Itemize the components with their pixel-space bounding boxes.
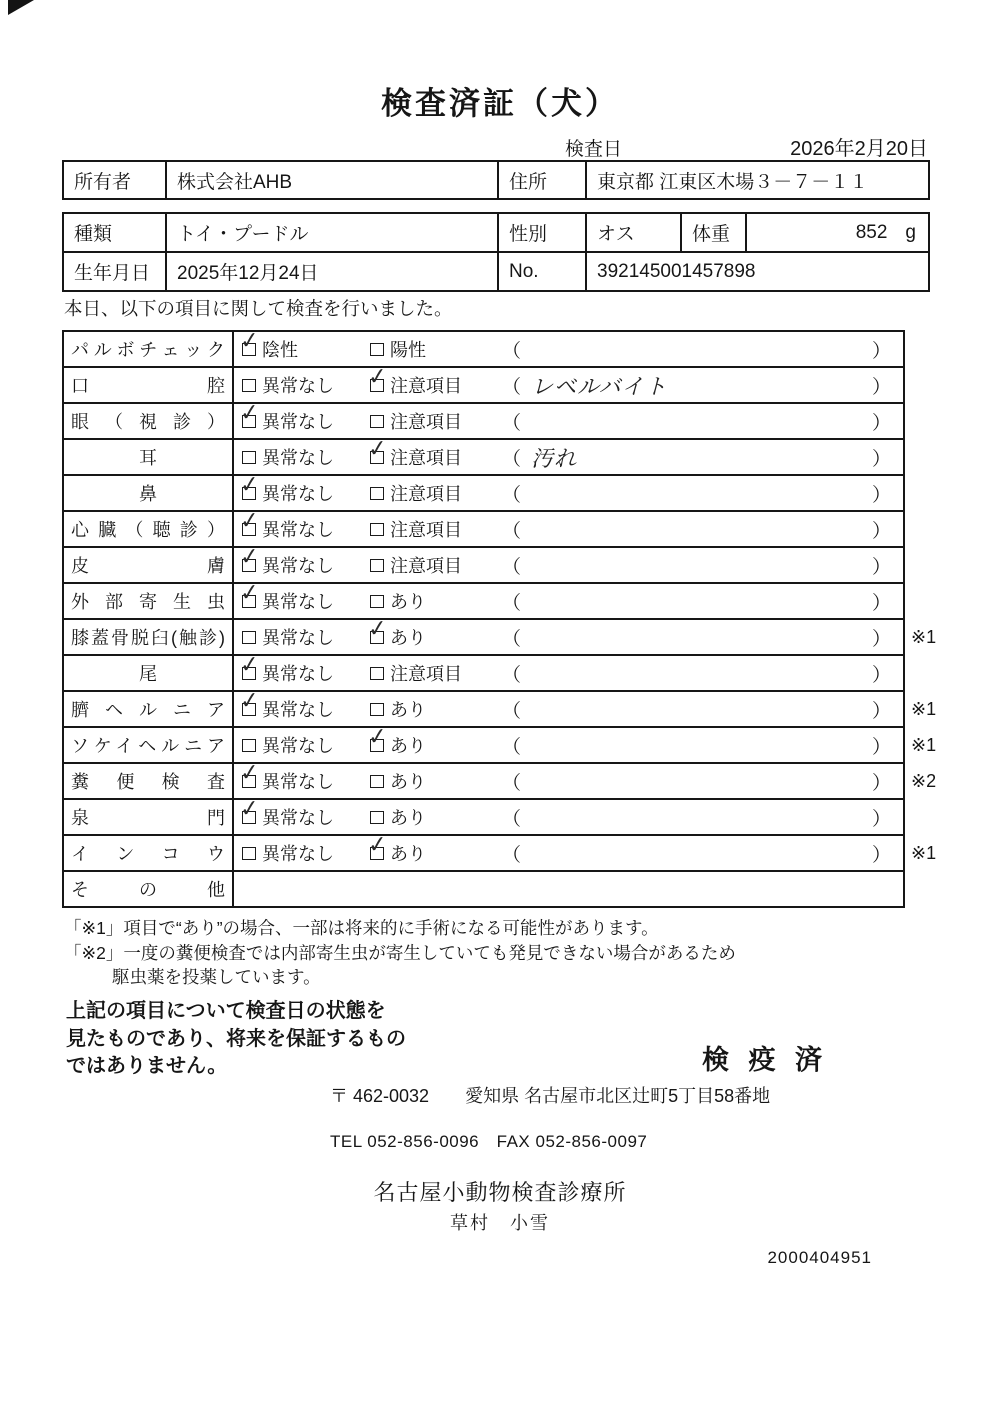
checkbox-icon[interactable] — [242, 631, 256, 644]
option-1 — [242, 408, 370, 434]
option-1 — [242, 516, 370, 542]
open-paren: （ — [502, 844, 522, 866]
checkbox-icon[interactable] — [242, 739, 256, 752]
option-2 — [370, 840, 502, 866]
close-paren: ） — [871, 628, 891, 650]
checkbox-icon[interactable] — [242, 847, 256, 860]
close-paren: ） — [871, 376, 891, 398]
row-item-cell — [64, 332, 234, 366]
inspection-row — [64, 764, 937, 800]
inspection-row — [64, 872, 903, 906]
option-2 — [370, 660, 502, 686]
note-area — [502, 440, 903, 474]
no-value: 392145001457898 — [597, 260, 756, 282]
note-area — [502, 476, 903, 510]
row-item-cell — [64, 836, 234, 870]
serial-number: 2000404951 — [767, 1248, 872, 1267]
note-area — [502, 584, 903, 618]
option-1-label: 異常なし — [262, 412, 334, 432]
option-2-label: 陽性 — [390, 340, 426, 360]
close-paren: ） — [871, 592, 891, 614]
open-paren: （ — [502, 592, 522, 614]
checkbox-icon[interactable] — [242, 595, 256, 608]
option-2 — [370, 336, 502, 362]
checkbox-icon[interactable] — [370, 379, 384, 392]
checkbox-icon[interactable] — [242, 451, 256, 464]
close-paren: ） — [871, 808, 891, 830]
note-area — [502, 512, 903, 546]
note-area — [502, 404, 903, 438]
row-item-cell — [64, 584, 234, 618]
row-item-label: ソケイヘルニア — [71, 736, 225, 756]
option-2 — [370, 696, 502, 722]
option-2-label: あり — [390, 592, 426, 612]
table-row — [64, 214, 928, 253]
close-paren: ） — [871, 520, 891, 542]
close-paren: ） — [871, 448, 891, 470]
row-footnote-mark: ※1 — [911, 698, 937, 719]
inspection-table — [62, 330, 937, 908]
checkbox-icon[interactable] — [370, 451, 384, 464]
inspection-row — [64, 836, 937, 872]
checkbox-icon[interactable] — [370, 559, 384, 572]
checkbox-icon[interactable] — [242, 775, 256, 788]
note-area — [502, 836, 903, 870]
option-2 — [370, 624, 502, 650]
option-1-label: 異常なし — [262, 736, 334, 756]
row-item-label: 口腔 — [71, 376, 225, 396]
inspection-row — [64, 332, 903, 368]
row-item-label: インコウ — [71, 844, 225, 864]
option-1-label: 異常なし — [262, 592, 334, 612]
open-paren: （ — [502, 484, 522, 506]
checkbox-icon[interactable] — [370, 631, 384, 644]
option-1-label: 異常なし — [262, 664, 334, 684]
option-2 — [370, 408, 502, 434]
row-item-label: 尾 — [139, 664, 157, 684]
close-paren: ） — [871, 556, 891, 578]
checkbox-icon[interactable] — [370, 523, 384, 536]
disclaimer — [66, 998, 406, 1081]
row-item-label: パルボチェック — [71, 340, 225, 360]
option-1 — [242, 768, 370, 794]
row-item-label: 心臓（聴診） — [71, 520, 225, 540]
quarantine-stamp: 検 疫 済 — [702, 1045, 829, 1075]
close-paren: ） — [871, 772, 891, 794]
option-2 — [370, 480, 502, 506]
open-paren: （ — [502, 556, 522, 578]
row-item-cell — [64, 368, 234, 402]
open-paren: （ — [502, 808, 522, 830]
option-2-label: あり — [390, 772, 426, 792]
address-label: 住所 — [499, 162, 587, 198]
checkbox-icon[interactable] — [370, 703, 384, 716]
option-1 — [242, 696, 370, 722]
footnote-2-line2: 駆虫薬を投薬しています。 — [112, 967, 321, 987]
option-2-label: 注意項目 — [390, 520, 462, 540]
handwritten-note: レベルバイト — [531, 373, 668, 399]
owner-table — [62, 160, 930, 200]
row-item-cell — [64, 512, 234, 546]
row-item-label: 皮膚 — [71, 556, 225, 576]
option-1-label: 異常なし — [262, 484, 334, 504]
row-footnote-mark: ※1 — [911, 734, 937, 755]
row-footnote-mark: ※1 — [911, 842, 937, 863]
option-2 — [370, 516, 502, 542]
inspection-row — [64, 512, 903, 548]
option-2-label: 注意項目 — [390, 412, 462, 432]
inspection-row — [64, 584, 903, 620]
row-item-label: 膝蓋骨脱臼(触診) — [71, 628, 225, 648]
no-label: No. — [499, 253, 587, 290]
option-1 — [242, 588, 370, 614]
weight-label: 体重 — [682, 214, 747, 251]
inspection-row — [64, 440, 903, 476]
option-2 — [370, 552, 502, 578]
inspection-row — [64, 368, 903, 404]
option-1 — [242, 552, 370, 578]
row-item-label: その他 — [71, 880, 225, 900]
option-1 — [242, 336, 370, 362]
checkbox-icon[interactable] — [242, 559, 256, 572]
row-item-cell — [64, 656, 234, 690]
row-item-label: 耳 — [139, 448, 157, 468]
open-paren: （ — [502, 376, 522, 398]
option-1 — [242, 624, 370, 650]
note-area — [502, 692, 903, 726]
option-1-label: 陰性 — [262, 340, 298, 360]
weight-value — [747, 214, 928, 251]
birthdate-label: 生年月日 — [64, 253, 167, 290]
row-footnote-mark: ※2 — [911, 770, 937, 791]
row-item-cell — [64, 548, 234, 582]
close-paren: ） — [871, 340, 891, 362]
checkbox-icon[interactable] — [242, 811, 256, 824]
scan-artifact — [8, 0, 34, 15]
note-area — [502, 548, 903, 582]
row-item-label: 鼻 — [139, 484, 157, 504]
option-2-label: 注意項目 — [390, 484, 462, 504]
row-item-label: 糞便検査 — [71, 772, 225, 792]
option-1 — [242, 840, 370, 866]
close-paren: ） — [871, 700, 891, 722]
checkbox-icon[interactable] — [370, 739, 384, 752]
open-paren: （ — [502, 340, 522, 362]
option-1-label: 異常なし — [262, 448, 334, 468]
checkbox-icon[interactable] — [370, 487, 384, 500]
option-2 — [370, 804, 502, 830]
row-item-label: 泉門 — [71, 808, 225, 828]
disclaimer-line1: 上記の項目について検査日の状態を — [66, 1000, 386, 1022]
checkbox-icon[interactable] — [370, 595, 384, 608]
row-item-cell — [64, 764, 234, 798]
page-title: 検査済証（犬） — [381, 86, 619, 121]
option-2 — [370, 768, 502, 794]
note-area — [502, 332, 903, 366]
option-2 — [370, 444, 502, 470]
checkbox-icon[interactable] — [242, 487, 256, 500]
row-footnote-mark: ※1 — [911, 626, 937, 647]
inspection-row — [64, 620, 937, 656]
birthdate-value: 2025年12月24日 — [167, 253, 499, 290]
note-area — [502, 800, 903, 834]
close-paren: ） — [871, 664, 891, 686]
checkbox-icon[interactable] — [242, 703, 256, 716]
inspection-row — [64, 800, 903, 836]
inspection-row — [64, 476, 903, 512]
inspection-row — [64, 692, 937, 728]
note-area — [502, 656, 903, 690]
row-item-cell — [64, 620, 234, 654]
checkbox-icon[interactable] — [242, 343, 256, 356]
open-paren: （ — [502, 412, 522, 434]
inspection-row — [64, 656, 903, 692]
clinic-tel-fax: TEL 052-856-0096 FAX 052-856-0097 — [330, 1132, 648, 1151]
option-2-label: 注意項目 — [390, 664, 462, 684]
inspection-date-value: 2026年2月20日 — [790, 138, 928, 160]
checkbox-icon[interactable] — [370, 667, 384, 680]
close-paren: ） — [871, 844, 891, 866]
close-paren: ） — [871, 736, 891, 758]
row-item-cell — [64, 728, 234, 762]
checkbox-icon[interactable] — [370, 847, 384, 860]
option-1-label: 異常なし — [262, 700, 334, 720]
option-2-label: 注意項目 — [390, 448, 462, 468]
handwritten-note: 汚れ — [531, 445, 578, 471]
option-1-label: 異常なし — [262, 844, 334, 864]
note-area — [502, 764, 903, 798]
owner-value: 株式会社AHB — [167, 162, 499, 198]
note-area — [502, 728, 903, 762]
row-item-cell — [64, 404, 234, 438]
checkbox-icon[interactable] — [242, 667, 256, 680]
option-2-label: あり — [390, 628, 426, 648]
option-1-label: 異常なし — [262, 556, 334, 576]
table-row — [64, 253, 928, 290]
open-paren: （ — [502, 520, 522, 542]
note-area — [502, 620, 903, 654]
owner-label: 所有者 — [64, 162, 167, 198]
breed-value: トイ・プードル — [167, 214, 499, 251]
option-2-label: あり — [390, 808, 426, 828]
open-paren: （ — [502, 700, 522, 722]
close-paren: ） — [871, 412, 891, 434]
sex-label: 性別 — [499, 214, 587, 251]
breed-label: 種類 — [64, 214, 167, 251]
weight-unit: g — [905, 221, 916, 243]
open-paren: （ — [502, 664, 522, 686]
row-item-label: 眼（視診） — [71, 412, 225, 432]
option-1 — [242, 372, 370, 398]
option-2 — [370, 588, 502, 614]
row-item-label: 外部寄生虫 — [71, 592, 225, 612]
row-item-cell — [64, 800, 234, 834]
weight-number: 852 — [855, 221, 888, 243]
option-2-label: あり — [390, 844, 426, 864]
option-1 — [242, 732, 370, 758]
inspection-row — [64, 404, 903, 440]
disclaimer-line3: ではありません。 — [66, 1055, 228, 1077]
inspection-date-label: 検査日 — [565, 139, 623, 160]
option-2-label: 注意項目 — [390, 556, 462, 576]
row-item-cell — [64, 476, 234, 510]
open-paren: （ — [502, 448, 522, 470]
option-1-label: 異常なし — [262, 628, 334, 648]
close-paren: ） — [871, 484, 891, 506]
address-value: 東京都 江東区木場３－７－１１ — [597, 171, 869, 193]
checkbox-icon[interactable] — [370, 343, 384, 356]
intro-text: 本日、以下の項目に関して検査を行いました。 — [64, 298, 453, 319]
footnote-1: 「※1」項目で“あり”の場合、一部は将来的に手術になる可能性があります。 — [64, 918, 659, 938]
option-1 — [242, 480, 370, 506]
open-paren: （ — [502, 772, 522, 794]
option-1 — [242, 444, 370, 470]
footnotes — [64, 916, 736, 990]
option-1-label: 異常なし — [262, 376, 334, 396]
disclaimer-line2: 見たものであり、将来を保証するもの — [66, 1027, 406, 1050]
row-item-cell — [64, 440, 234, 474]
row-item-cell — [64, 872, 234, 906]
note-area — [502, 368, 903, 402]
option-1 — [242, 804, 370, 830]
option-2-label: 注意項目 — [390, 376, 462, 396]
option-1-label: 異常なし — [262, 772, 334, 792]
checkbox-icon[interactable] — [370, 811, 384, 824]
option-1-label: 異常なし — [262, 520, 334, 540]
checkbox-icon[interactable] — [370, 415, 384, 428]
inspector-name: 草村 小雪 — [450, 1213, 550, 1233]
inspection-row — [64, 548, 903, 584]
open-paren: （ — [502, 736, 522, 758]
option-1-label: 異常なし — [262, 808, 334, 828]
option-2-label: あり — [390, 700, 426, 720]
pet-info-table — [62, 212, 930, 292]
checkbox-icon[interactable] — [242, 415, 256, 428]
inspection-row — [64, 728, 937, 764]
row-item-cell — [64, 692, 234, 726]
checkbox-icon[interactable] — [242, 523, 256, 536]
row-item-label: 臍ヘルニア — [71, 700, 225, 720]
open-paren: （ — [502, 628, 522, 650]
clinic-address: 〒 462-0032 愛知県 名古屋市北区辻町5丁目58番地 — [330, 1086, 771, 1106]
option-2 — [370, 372, 502, 398]
option-2 — [370, 732, 502, 758]
option-2-label: あり — [390, 736, 426, 756]
checkbox-icon[interactable] — [370, 775, 384, 788]
sex-value: オス — [587, 214, 682, 251]
footnote-2-line1: 「※2」一度の糞便検査では内部寄生虫が寄生していても発見できない場合があるため — [64, 942, 736, 963]
checkbox-icon[interactable] — [242, 379, 256, 392]
clinic-name: 名古屋小動物検査診療所 — [373, 1180, 627, 1205]
option-1 — [242, 660, 370, 686]
